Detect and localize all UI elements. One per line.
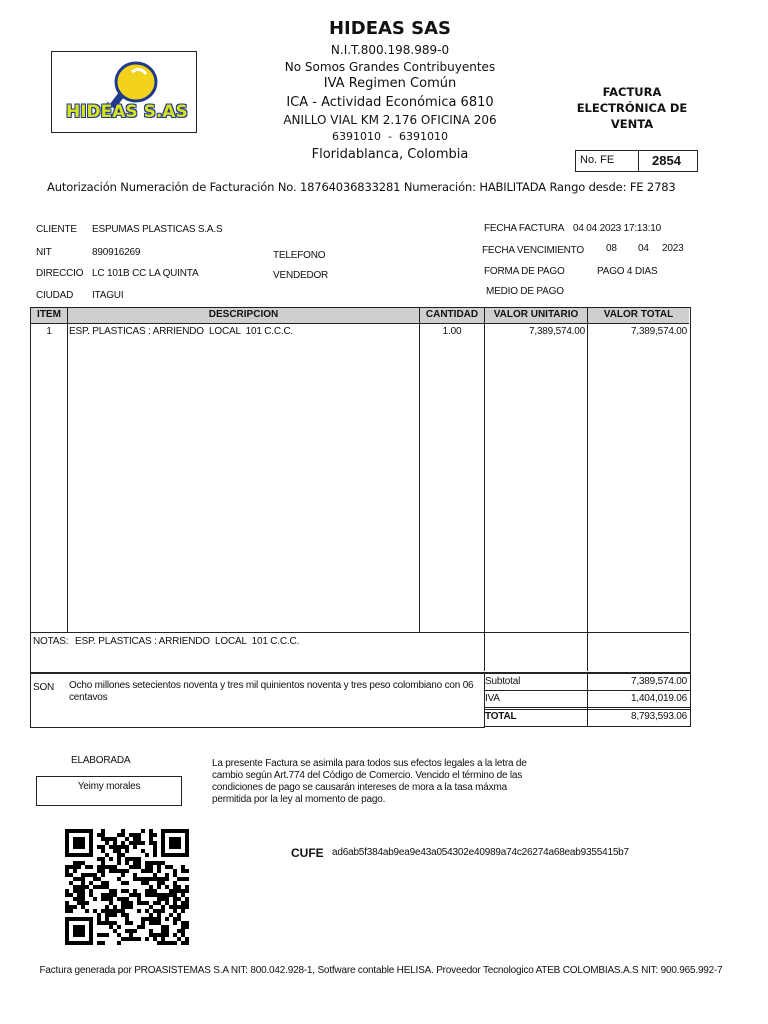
generated-by: Factura generada por PROASISTEMAS S.A NIT: 800.042.928-1, Sotfware contable HELISA. Proveedor Tecnologico ATEB COLOMBIAS.A.S NIT: 900.965.992-7 — [39, 965, 723, 976]
vencimiento-year: 2023 — [662, 243, 684, 254]
forma-pago-value: PAGO 4 DIAS — [597, 266, 658, 277]
header-valor-total: VALOR TOTAL — [603, 309, 674, 320]
company-line3: ICA - Actividad Económica 6810 — [286, 95, 494, 110]
forma-pago-label: FORMA DE PAGO — [484, 266, 565, 277]
direccion-value: LC 101B CC LA QUINTA — [92, 268, 199, 279]
header-cantidad: CANTIDAD — [425, 309, 479, 320]
items-table — [30, 307, 691, 673]
son-text: Ocho millones setecientos noventa y tres mil quinientos noventa y tres peso colombiano con 06 centavos — [69, 680, 474, 703]
company-nit: N.I.T.800.198.989-0 — [330, 43, 450, 57]
notas-label: NOTAS: — [33, 636, 69, 647]
authorization-text: Autorización Numeración de Facturación No. 18764036833281 Numeración: HABILITADA Rango desde: FE 2783 — [47, 180, 676, 194]
company-line1: No Somos Grandes Contribuyentes — [284, 60, 496, 74]
fecha-factura-value: 04 04 2023 17:13:10 — [573, 223, 661, 234]
logo — [51, 51, 197, 133]
cufe-label: CUFE — [291, 846, 324, 860]
nit-value: 890916269 — [92, 247, 141, 258]
cufe-value: ad6ab5f384ab9ea9e43a054302e40989a74c26274a68eab9355415b7 — [332, 847, 629, 858]
qr-code — [65, 828, 189, 946]
ciudad-value: ITAGUI — [92, 290, 124, 301]
fecha-vencimiento-label: FECHA VENCIMIENTO — [482, 245, 584, 256]
company-line2: IVA Regimen Común — [323, 76, 457, 91]
company-city: Floridablanca, Colombia — [311, 147, 469, 162]
vencimiento-day: 08 — [606, 243, 617, 254]
row-valor-unitario: 7,389,574.00 — [529, 326, 585, 337]
header-valor-unitario: VALOR UNITARIO — [493, 309, 579, 320]
son-label: SON — [33, 682, 55, 693]
vendedor-label: VENDEDOR — [273, 270, 329, 281]
elaborada-value: Yeimy morales — [77, 781, 141, 792]
nit-label: NIT — [36, 247, 52, 258]
row-valor-total: 7,389,574.00 — [631, 326, 687, 337]
row-cantidad: 1.00 — [442, 326, 462, 337]
logo-text: HIDEAS S.AS — [66, 102, 188, 122]
cliente-value: ESPUMAS PLASTICAS S.A.S — [92, 224, 223, 235]
fecha-factura-label: FECHA FACTURA — [484, 223, 565, 234]
ciudad-label: CIUDAD — [36, 290, 74, 301]
company-name: HIDEAS SAS — [328, 18, 452, 39]
telefono-label: TELEFONO — [273, 250, 326, 261]
row-item: 1 — [46, 326, 52, 337]
direccion-label: DIRECCIO — [36, 268, 84, 279]
subtotal-value: 7,389,574.00 — [631, 676, 687, 687]
row-descripcion: ESP. PLASTICAS : ARRIENDO LOCAL 101 C.C.C. — [69, 326, 294, 337]
cliente-label: CLIENTE — [36, 224, 77, 235]
elaborada-label: ELABORADA — [71, 755, 131, 766]
subtotal-label: Subtotal — [485, 676, 521, 687]
iva-label: IVA — [485, 693, 500, 704]
notas-text: ESP. PLASTICAS : ARRIENDO LOCAL 101 C.C.C. — [75, 636, 300, 647]
vencimiento-month: 04 — [638, 243, 649, 254]
header-item: ITEM — [37, 309, 61, 320]
company-address: ANILLO VIAL KM 2.176 OFICINA 206 — [283, 113, 497, 127]
medio-pago-label: MEDIO DE PAGO — [486, 286, 564, 297]
total-value: 8,793,593.06 — [631, 711, 687, 722]
invoice-number-box — [575, 150, 698, 172]
invoice-number: 2854 — [652, 153, 681, 168]
total-label: TOTAL — [485, 711, 517, 722]
company-phones: 6391010 - 6391010 — [332, 130, 448, 143]
header-descripcion: DESCRIPCION — [208, 309, 279, 320]
legal-text: La presente Factura se asimila para todos sus efectos legales a la letra de cambio según Art.774 del Código de Comercio. Vencido el término de las condiciones de pago se causarán intereses de mora a la tasa máxma permitida por la ley al momento de pago. — [212, 758, 527, 805]
invoice-number-label: No. FE — [580, 154, 615, 166]
invoice-title: FACTURA ELECTRÓNICA DE VENTA — [576, 85, 688, 131]
elaborada-box — [36, 776, 182, 806]
iva-value: 1,404,019.06 — [631, 693, 687, 704]
